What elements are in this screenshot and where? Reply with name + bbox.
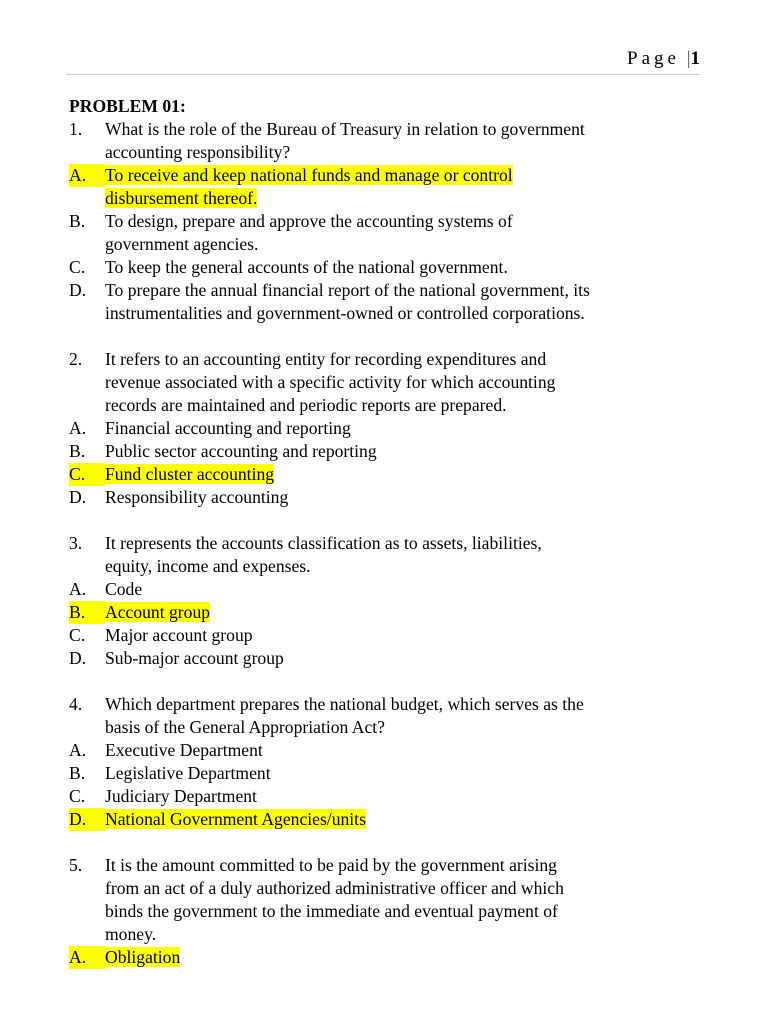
question-stem-line	[69, 716, 709, 739]
page-header	[0, 48, 700, 70]
answer-option	[69, 210, 709, 233]
answer-option	[69, 762, 709, 785]
answer-option	[69, 302, 709, 325]
answer-option	[69, 624, 709, 647]
option-label: B.	[69, 441, 86, 461]
option-text-wrap	[105, 302, 709, 325]
document-body	[69, 95, 709, 969]
question-text: revenue associated with a specific activity for which accounting	[105, 372, 556, 392]
question-text: binds the government to the immediate and eventual payment of	[105, 901, 558, 921]
option-text: To keep the general accounts of the national government.	[105, 257, 508, 277]
question-text: money.	[105, 924, 157, 944]
answer-option	[69, 647, 709, 670]
question-text: It refers to an accounting entity for recording expenditures and	[105, 349, 547, 369]
option-label	[69, 187, 105, 210]
question-stem-line	[69, 371, 709, 394]
option-text: To prepare the annual financial report of the national government, its	[105, 280, 590, 300]
option-label: B.	[69, 601, 105, 624]
question-block	[69, 693, 709, 831]
answer-option	[69, 463, 709, 486]
option-label: D.	[69, 487, 87, 507]
page-separator: |	[681, 48, 691, 69]
question-number	[69, 923, 105, 946]
option-text-wrap	[105, 256, 709, 279]
page-number: 1	[690, 48, 700, 69]
question-number	[69, 900, 105, 923]
question-text: It is the amount committed to be paid by the government arising	[105, 855, 557, 875]
option-text-wrap	[105, 601, 709, 624]
question-block	[69, 118, 709, 325]
option-text: Account group	[105, 602, 211, 622]
question-number: 3.	[69, 533, 83, 553]
question-stem-line	[69, 348, 709, 371]
option-text: Responsibility accounting	[105, 487, 289, 507]
question-text: records are maintained and periodic reports are prepared.	[105, 395, 507, 415]
option-text-wrap	[105, 785, 709, 808]
question-stem-line	[69, 854, 709, 877]
option-text: Sub-major account group	[105, 648, 284, 668]
answer-option	[69, 440, 709, 463]
answer-option	[69, 256, 709, 279]
option-text-wrap	[105, 808, 709, 831]
option-text-wrap	[105, 762, 709, 785]
question-number	[69, 716, 105, 739]
option-text-wrap	[105, 164, 709, 187]
question-block	[69, 854, 709, 969]
question-text: What is the role of the Bureau of Treasury in relation to government	[105, 119, 585, 139]
question-number	[69, 877, 105, 900]
answer-option	[69, 739, 709, 762]
option-label: A.	[69, 418, 87, 438]
question-stem-line	[69, 532, 709, 555]
question-stem-line	[69, 877, 709, 900]
option-text: Financial accounting and reporting	[105, 418, 351, 438]
question-stem-line	[69, 141, 709, 164]
option-text-wrap	[105, 417, 709, 440]
question-text: basis of the General Appropriation Act?	[105, 717, 385, 737]
question-stem-line	[69, 900, 709, 923]
option-text-wrap	[105, 946, 709, 969]
option-text-wrap	[105, 486, 709, 509]
option-label: D.	[69, 808, 105, 831]
option-label: C.	[69, 786, 86, 806]
question-number	[69, 394, 105, 417]
question-stem-line	[69, 555, 709, 578]
problem-title: PROBLEM 01:	[69, 96, 186, 116]
option-text: disbursement thereof.	[105, 188, 258, 208]
option-label: C.	[69, 463, 105, 486]
question-number: 1.	[69, 119, 83, 139]
question-block	[69, 348, 709, 509]
answer-option	[69, 946, 709, 969]
option-text-wrap	[105, 187, 709, 210]
option-text-wrap	[105, 440, 709, 463]
answer-option	[69, 486, 709, 509]
option-text-wrap	[105, 210, 709, 233]
option-text: Judiciary Department	[105, 786, 257, 806]
answer-option	[69, 279, 709, 302]
question-stem-line	[69, 693, 709, 716]
question-stem-line	[69, 394, 709, 417]
option-label: D.	[69, 648, 87, 668]
option-label	[69, 233, 105, 256]
answer-option	[69, 578, 709, 601]
option-text: government agencies.	[105, 234, 259, 254]
answer-option	[69, 417, 709, 440]
option-label: A.	[69, 946, 105, 969]
option-text-wrap	[105, 233, 709, 256]
option-text: Major account group	[105, 625, 253, 645]
question-text: from an act of a duly authorized administrative officer and which	[105, 878, 564, 898]
header-rule	[66, 74, 700, 75]
option-text: Fund cluster accounting	[105, 464, 275, 484]
answer-option	[69, 785, 709, 808]
option-text-wrap	[105, 739, 709, 762]
option-text: To design, prepare and approve the accounting systems of	[105, 211, 513, 231]
answer-option	[69, 164, 709, 187]
option-text: Public sector accounting and reporting	[105, 441, 377, 461]
page-word: Page	[627, 48, 680, 69]
question-number	[69, 141, 105, 164]
option-label	[69, 302, 105, 325]
question-number	[69, 371, 105, 394]
option-text: Obligation	[105, 947, 181, 967]
question-stem-line	[69, 923, 709, 946]
option-text: Code	[105, 579, 143, 599]
option-text-wrap	[105, 578, 709, 601]
option-label: A.	[69, 740, 87, 760]
option-text: Executive Department	[105, 740, 263, 760]
option-text: Legislative Department	[105, 763, 271, 783]
option-label: B.	[69, 763, 86, 783]
question-block	[69, 532, 709, 670]
option-text-wrap	[105, 279, 709, 302]
question-text: Which department prepares the national budget, which serves as the	[105, 694, 584, 714]
answer-option	[69, 187, 709, 210]
option-text-wrap	[105, 624, 709, 647]
option-label: C.	[69, 257, 86, 277]
question-text: equity, income and expenses.	[105, 556, 311, 576]
question-number	[69, 555, 105, 578]
option-text: instrumentalities and government-owned or controlled corporations.	[105, 303, 585, 323]
answer-option	[69, 601, 709, 624]
option-label: C.	[69, 625, 86, 645]
question-text: accounting responsibility?	[105, 142, 291, 162]
option-text-wrap	[105, 647, 709, 670]
option-label: A.	[69, 579, 87, 599]
answer-option	[69, 808, 709, 831]
question-text: It represents the accounts classification as to assets, liabilities,	[105, 533, 542, 553]
option-text: To receive and keep national funds and manage or control	[105, 165, 513, 185]
option-label: B.	[69, 211, 86, 231]
question-number: 2.	[69, 349, 83, 369]
option-label: D.	[69, 280, 87, 300]
question-number: 5.	[69, 855, 83, 875]
question-stem-line	[69, 118, 709, 141]
question-list	[69, 118, 709, 969]
option-label: A.	[69, 164, 105, 187]
option-text-wrap	[105, 463, 709, 486]
option-text: National Government Agencies/units	[105, 809, 366, 829]
answer-option	[69, 233, 709, 256]
question-number: 4.	[69, 694, 83, 714]
